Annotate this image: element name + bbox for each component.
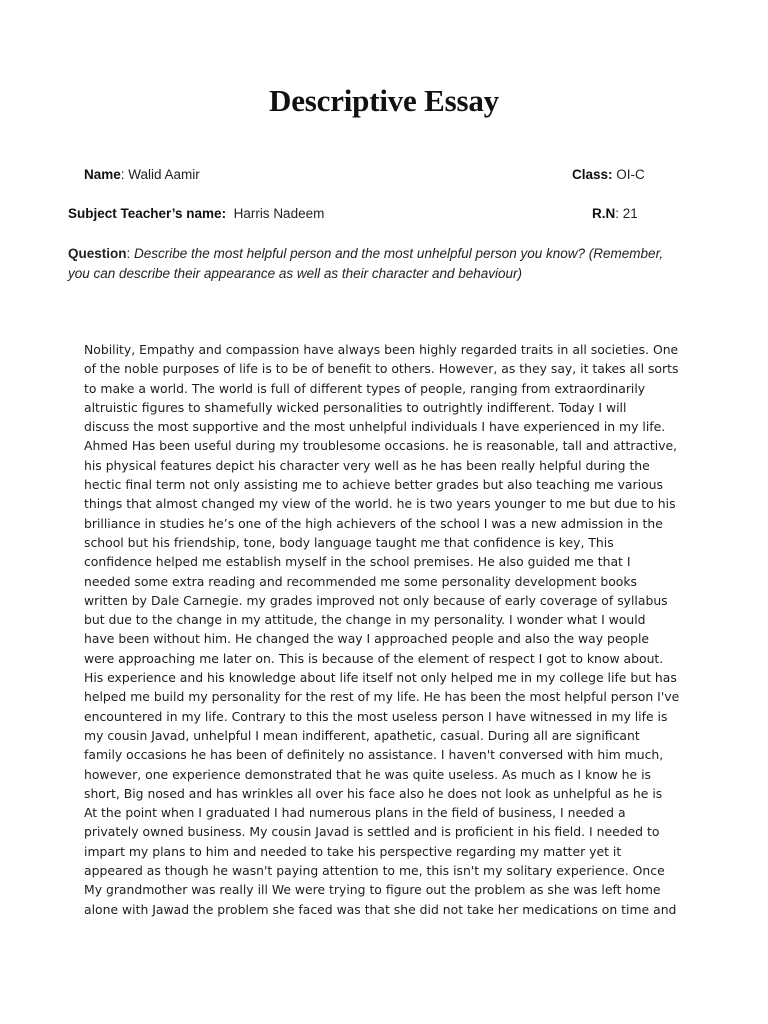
essay-line: things that almost changed my view of the world. he is two years younger to me but due to his bbox=[84, 496, 676, 512]
essay-line: needed some extra reading and recommended me some personality development books bbox=[84, 573, 637, 589]
essay-line: altruistic figures to shamefully wicked personalities to outrightly indifferent. Today I will bbox=[84, 399, 627, 415]
essay-line: school but his friendship, tone, body language taught me that confidence is key, This bbox=[84, 534, 614, 550]
rn-label: R.N bbox=[592, 206, 616, 221]
class-row bbox=[572, 167, 645, 182]
essay-line: discuss the most supportive and the most unhelpful individuals I have experienced in my life. bbox=[84, 419, 666, 435]
essay-line: however, one experience demonstrated that he was quite useless. As much as I know he is bbox=[84, 766, 651, 782]
name-label: Name bbox=[84, 167, 121, 182]
essay-line: of the noble purposes of life is to be of benefit to others. However, as they say, it takes all sorts bbox=[84, 361, 679, 377]
teacher-row bbox=[68, 206, 324, 221]
essay-line: to make a world. The world is full of different types of people, ranging from extraordinarily bbox=[84, 380, 646, 396]
rn-value: : 21 bbox=[615, 206, 638, 221]
essay-line: short, Big nosed and has wrinkles all over his face also he does not look as unhelpful as he is bbox=[84, 785, 663, 801]
essay-line: helped me build my personality for the rest of my life. He has been the most helpful person I've bbox=[84, 689, 680, 705]
question-text: Describe the most helpful person and the most unhelpful person you know? (Remember, you can describe their appearance as well as their character and behaviour) bbox=[68, 246, 664, 281]
student-name-row bbox=[84, 167, 200, 182]
name-value: : Walid Aamir bbox=[120, 167, 200, 182]
essay-line: have been without him. He changed the way I approached people and also the way people bbox=[84, 631, 650, 647]
essay-body bbox=[84, 340, 684, 919]
class-value: OI-C bbox=[612, 167, 645, 182]
essay-line: my cousin Javad, unhelpful I mean indifferent, apathetic, casual. During all are significant bbox=[84, 727, 640, 743]
essay-line: impart my plans to him and needed to take his perspective regarding my matter yet it bbox=[84, 843, 622, 859]
essay-line: brilliance in studies he’s one of the high achievers of the school I was a new admission in the bbox=[84, 515, 663, 531]
essay-line: written by Dale Carnegie. my grades improved not only because of early coverage of syllabus bbox=[84, 592, 668, 608]
question-block bbox=[68, 244, 688, 283]
essay-line: his physical features depict his character very well as he has been really helpful during the bbox=[84, 457, 650, 473]
essay-line: At the point when I graduated I had numerous plans in the field of business, I needed a bbox=[84, 805, 626, 821]
essay-line: appeared as though he wasn't paying attention to me, this isn't my solitary experience. Once bbox=[84, 863, 665, 879]
essay-line: confidence helped me establish myself in the school premises. He also guided me that I bbox=[84, 554, 631, 570]
essay-line: family occasions he has been of definitely no assistance. I haven't conversed with him much, bbox=[84, 747, 664, 763]
essay-line: Nobility, Empathy and compassion have always been highly regarded traits in all societies. One bbox=[84, 342, 679, 357]
essay-line: My grandmother was really ill We were trying to figure out the problem as she was left home bbox=[84, 882, 661, 898]
teacher-value: Harris Nadeem bbox=[226, 206, 325, 221]
class-label: Class: bbox=[572, 167, 613, 182]
essay-line: but due to the change in my attitude, the change in my personality. I wonder what I would bbox=[84, 612, 646, 628]
essay-title: Descriptive Essay bbox=[269, 83, 499, 118]
essay-line: His experience and his knowledge about life itself not only helped me in my college life but has bbox=[84, 670, 677, 686]
essay-line: hectic final term not only assisting me to achieve better grades but also teaching me various bbox=[84, 477, 663, 493]
essay-line: Ahmed Has been useful during my troublesome occasions. he is reasonable, tall and attractive, bbox=[84, 438, 678, 454]
essay-line: were approaching me later on. This is because of the element of respect I got to know about. bbox=[84, 650, 664, 666]
question-label: Question bbox=[68, 246, 127, 261]
essay-line: privately owned business. My cousin Javad is settled and is proficient in his field. I needed to bbox=[84, 824, 660, 840]
roll-number-row bbox=[592, 206, 638, 221]
teacher-label: Subject Teacher’s name: bbox=[68, 206, 227, 221]
essay-line: encountered in my life. Contrary to this the most useless person I have witnessed in my life is bbox=[84, 708, 668, 724]
essay-line: alone with Jawad the problem she faced was that she did not take her medications on time and bbox=[84, 901, 677, 917]
question-colon: : bbox=[126, 246, 135, 261]
